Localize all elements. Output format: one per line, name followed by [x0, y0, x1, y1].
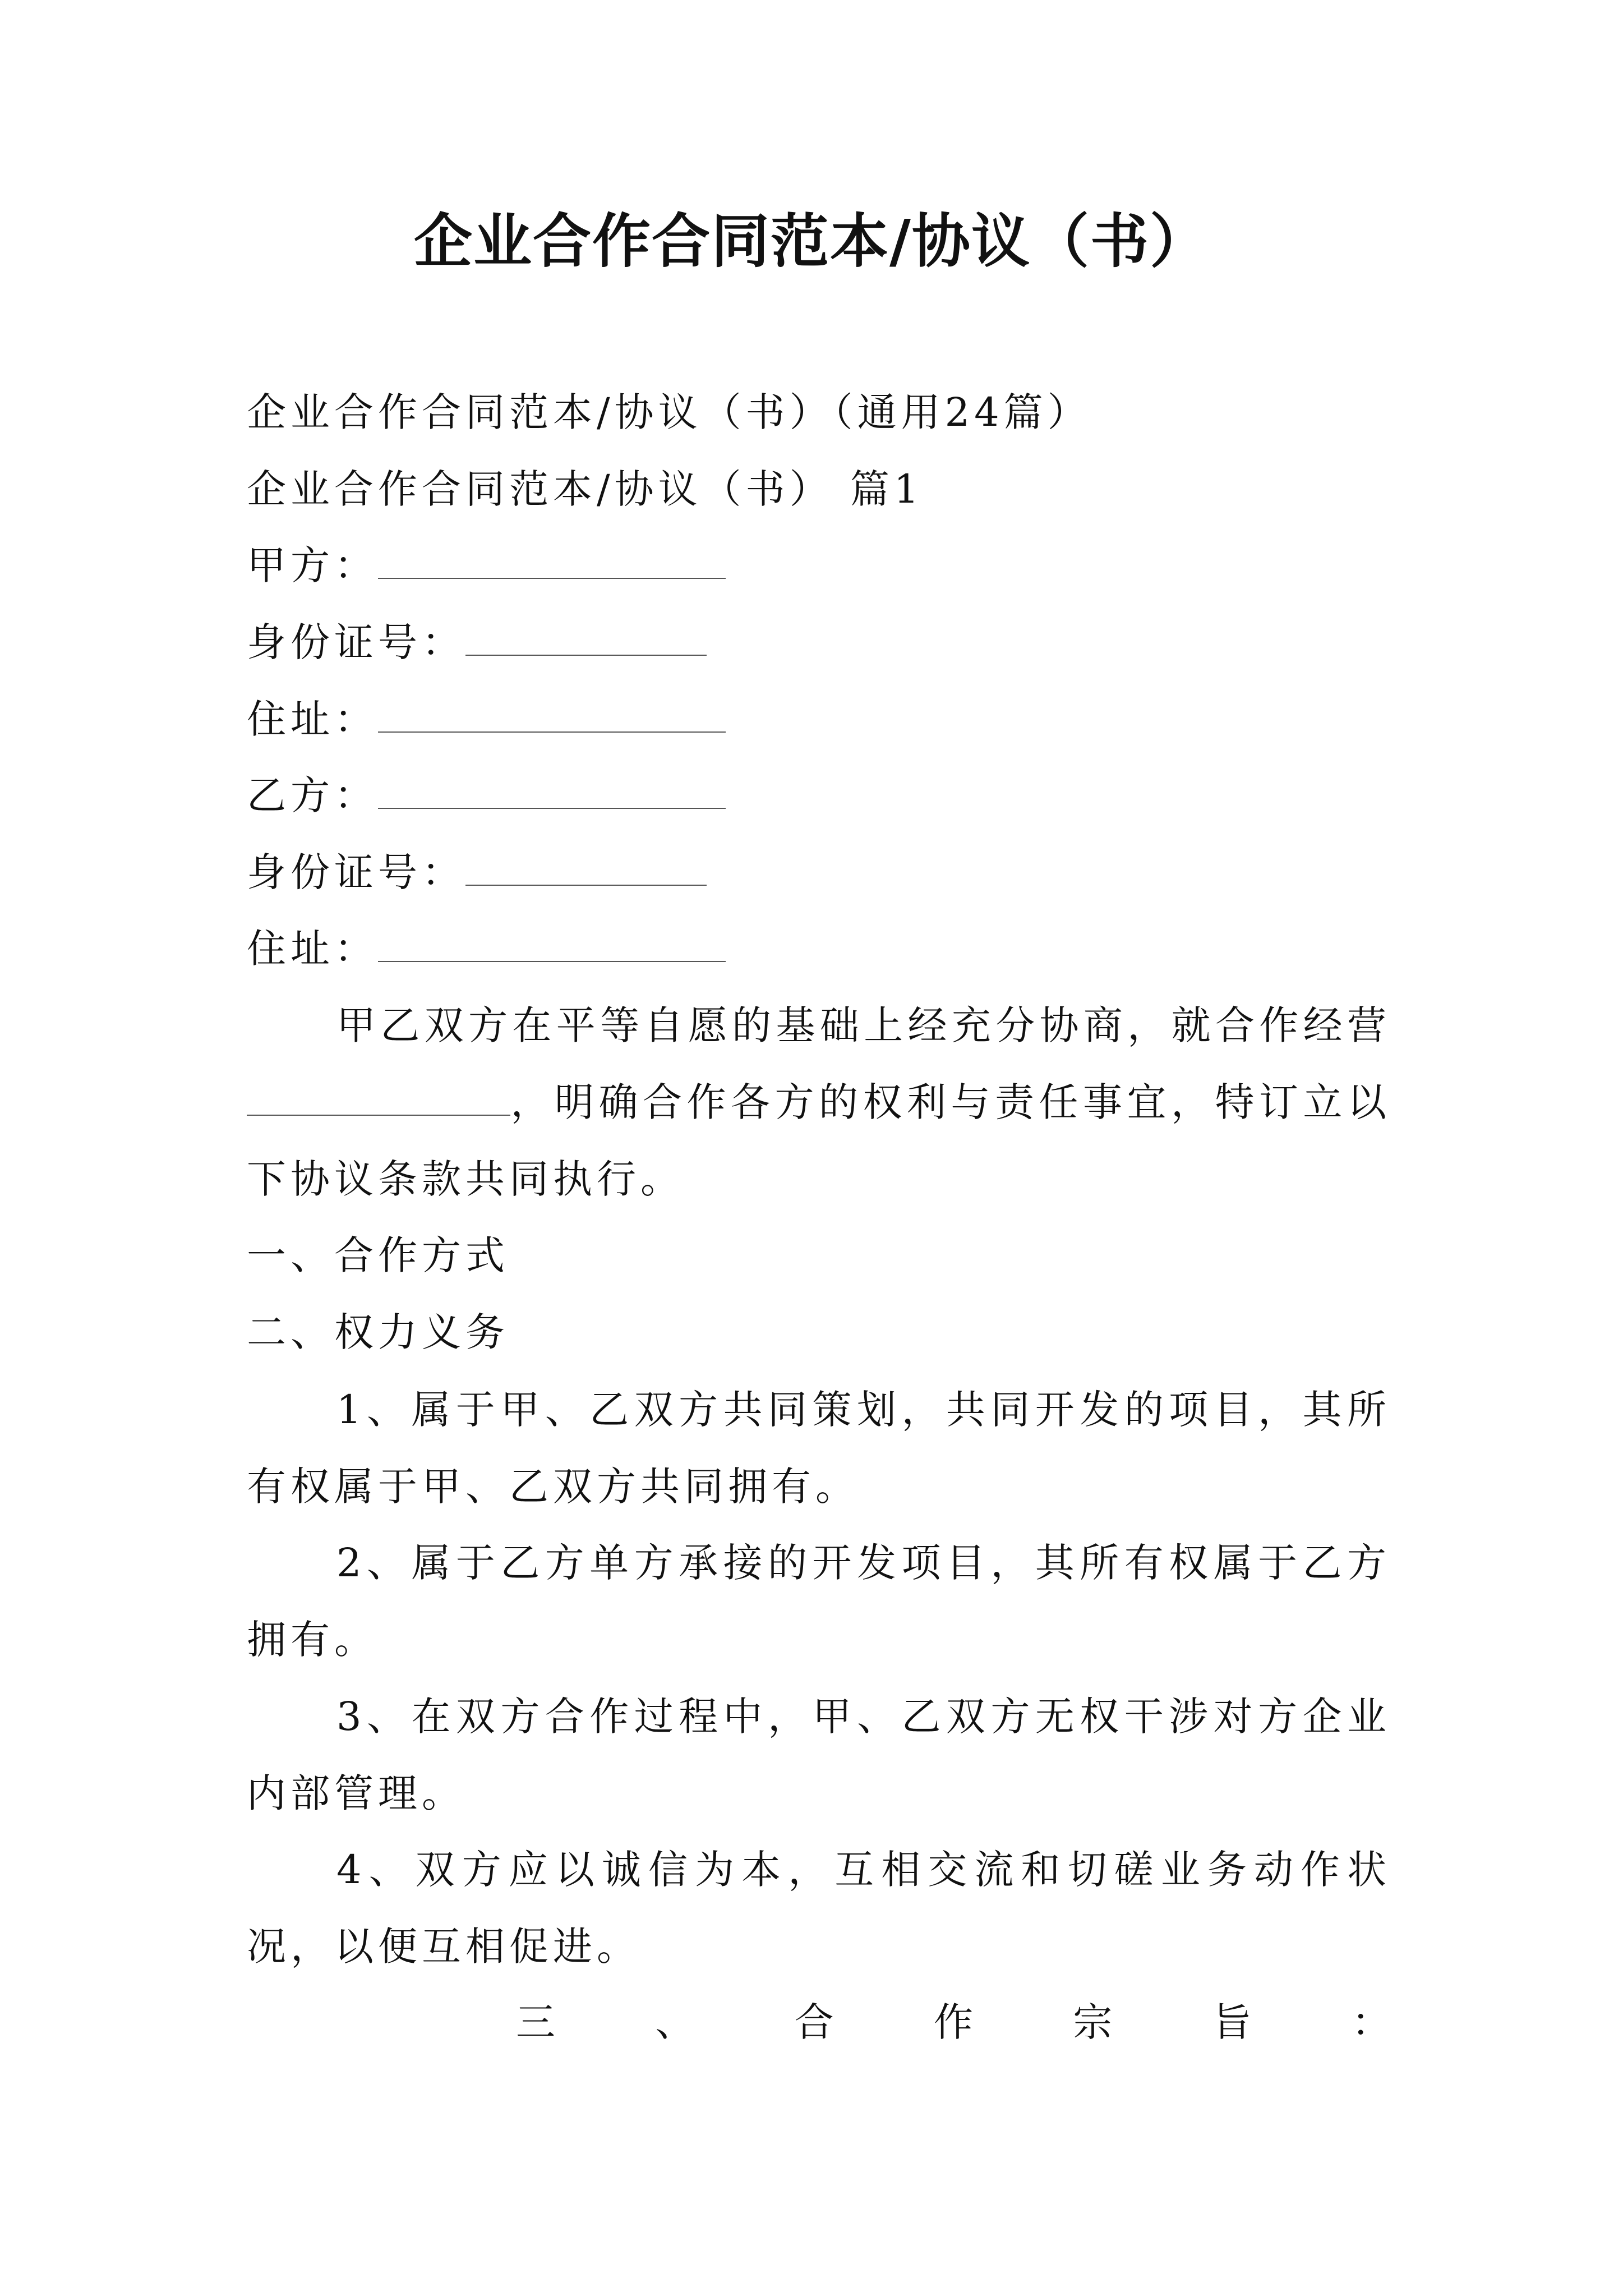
clause-4: 4、双方应以诚信为本，互相交流和切磋业务动作状况，以便互相促进。 [247, 1847, 1391, 1970]
party-b-id-field [247, 844, 1391, 900]
party-a-blank [378, 539, 726, 579]
section3-char: 合 [794, 1999, 834, 2045]
document-subtitle: 企业合作合同范本/协议（书）（通用24篇） [247, 389, 1091, 435]
party-b-blank [378, 769, 726, 809]
intro-text-part1: 甲乙双方在平等自愿的基础上经充分协商，就合作经营 [336, 1002, 1391, 1048]
party-a-address-field [247, 691, 1391, 747]
business-blank [247, 1075, 510, 1116]
section3-char: 旨 [1212, 1999, 1252, 2045]
section-cooperation-method: 一、合作方式 [247, 1232, 509, 1278]
section3-char: 宗 [1073, 1999, 1113, 2045]
section-cooperation-purpose [516, 1994, 1391, 2050]
party-a-id-label: 身份证号： [247, 619, 465, 665]
section3-char: ： [1351, 1999, 1391, 2045]
section3-char: 、 [655, 1999, 695, 2045]
party-b-address-label: 住址： [247, 926, 378, 972]
intro-text-part2: ，明确合作各方的权利与责任事宜，特订立以下协议条款共同执行。 [247, 1079, 1391, 1202]
chapter-heading: 企业合作合同范本/协议（书） 篇1 [247, 466, 924, 512]
party-b-id-blank [465, 845, 707, 886]
party-a-id-blank [465, 615, 707, 656]
party-b-label: 乙方： [247, 772, 378, 818]
party-b-address-blank [378, 922, 726, 962]
party-a-address-blank [378, 692, 726, 733]
party-a-address-label: 住址： [247, 696, 378, 742]
party-a-label: 甲方： [247, 542, 378, 588]
section3-char: 三 [516, 1999, 555, 2045]
party-b-address-field [247, 921, 1391, 977]
intro-paragraph [247, 987, 1391, 1218]
section3-char: 作 [933, 1999, 973, 2045]
party-b-field [247, 767, 1391, 823]
clause-1: 1、属于甲、乙双方共同策划，共同开发的项目，其所有权属于甲、乙双方共同拥有。 [247, 1387, 1391, 1510]
clause-3: 3、在双方合作过程中，甲、乙双方无权干涉对方企业内部管理。 [247, 1694, 1391, 1816]
party-a-id-field [247, 614, 1391, 670]
party-a-field [247, 537, 1391, 593]
section-rights-obligations: 二、权力义务 [247, 1309, 509, 1355]
party-b-id-label: 身份证号： [247, 849, 465, 895]
document-title: 企业合作合同范本/协议（书） [414, 206, 1209, 275]
clause-2: 2、属于乙方单方承接的开发项目，其所有权属于乙方拥有。 [247, 1540, 1391, 1663]
